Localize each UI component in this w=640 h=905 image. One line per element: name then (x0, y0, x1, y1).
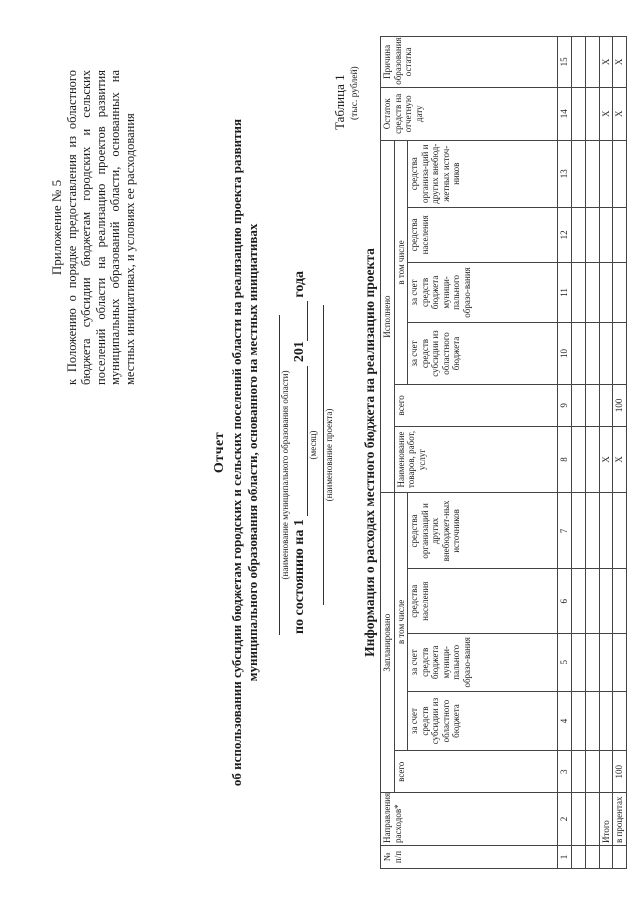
cell (613, 633, 627, 691)
month-blank (296, 366, 308, 516)
cell (571, 322, 585, 384)
x-mark: X (613, 426, 627, 493)
hdr-planned-including: в том числе (394, 493, 408, 751)
col-num: 14 (558, 87, 572, 140)
cell (585, 87, 599, 140)
expenses-table (380, 36, 627, 869)
cell (571, 691, 585, 751)
cell (571, 140, 585, 207)
table-row (585, 37, 599, 869)
cell (585, 426, 599, 493)
cell (599, 385, 613, 426)
x-mark: X (613, 87, 627, 140)
cell (599, 751, 613, 792)
report-state-line (292, 0, 308, 905)
annex-heading: Приложение № 5 (49, 179, 64, 276)
cell (585, 569, 599, 634)
x-mark: X (599, 87, 613, 140)
table-row (571, 37, 585, 869)
table-label: Таблица 1 (332, 74, 347, 130)
cell (585, 633, 599, 691)
cell (585, 207, 599, 262)
col-num: 12 (558, 207, 572, 262)
hdr-done-including: в том числе (394, 140, 408, 384)
cell (585, 691, 599, 751)
hdr-planned-subsidy: за счет средств субсидии из областного бюджета (408, 691, 558, 751)
percent-row (613, 37, 627, 869)
cell (571, 37, 585, 88)
cell (571, 426, 585, 493)
cell (571, 751, 585, 792)
percent-label: в процентах (613, 792, 627, 845)
cell (613, 691, 627, 751)
caption-month: (месяц) (308, 430, 318, 460)
state-year: 201 (292, 341, 307, 363)
col-num: 13 (558, 140, 572, 207)
cell (571, 792, 585, 845)
col-num: 8 (558, 426, 572, 493)
hdr-done-orgs: средства организа-ций и других внебюд-жетных источ-ников (408, 140, 558, 207)
info-title: Информация о расходах местного бюджета на реализацию проекта (362, 248, 377, 657)
cell (599, 493, 613, 569)
cell (585, 792, 599, 845)
cell (585, 493, 599, 569)
hdr-done: Исполнено (381, 140, 395, 493)
cell (571, 87, 585, 140)
cell (613, 207, 627, 262)
cell (571, 569, 585, 634)
cell (571, 385, 585, 426)
cell (613, 569, 627, 634)
cell (613, 262, 627, 322)
hdr-planned-orgs: средства организаций и других внебюджет-ных источников (408, 493, 558, 569)
cell (585, 322, 599, 384)
col-num: 11 (558, 262, 572, 322)
cell (599, 207, 613, 262)
total-row (599, 37, 613, 869)
x-mark: X (599, 426, 613, 493)
planned-percent: 100 (613, 751, 627, 792)
col-num: 7 (558, 493, 572, 569)
cell (599, 569, 613, 634)
cell (599, 845, 613, 868)
hdr-done-total: всего (394, 385, 558, 426)
x-mark: X (613, 37, 627, 88)
cell (585, 845, 599, 868)
hdr-no: № п/п (381, 845, 558, 868)
annex-block (50, 70, 137, 385)
hdr-planned-population: средства населения (408, 569, 558, 634)
cell (571, 845, 585, 868)
done-percent: 100 (613, 385, 627, 426)
column-numbers-row (558, 37, 572, 869)
col-num: 4 (558, 691, 572, 751)
cell (613, 845, 627, 868)
col-num: 2 (558, 792, 572, 845)
cell (599, 262, 613, 322)
col-num: 1 (558, 845, 572, 868)
cell (599, 691, 613, 751)
hdr-done-population: средства населения (408, 207, 558, 262)
col-num: 15 (558, 37, 572, 88)
report-title-line2: муниципального образования области, основанного на местных инициативах (245, 223, 260, 682)
cell (571, 493, 585, 569)
cell (571, 207, 585, 262)
col-num: 3 (558, 751, 572, 792)
cell (585, 751, 599, 792)
state-suffix: года (292, 270, 307, 298)
cell (585, 37, 599, 88)
hdr-planned: Запланировано (381, 493, 395, 793)
cell (613, 322, 627, 384)
col-num: 9 (558, 385, 572, 426)
total-label: Итого (599, 792, 613, 845)
cell (599, 633, 613, 691)
cell (571, 262, 585, 322)
hdr-goods: Наименование товаров, работ, услуг (394, 426, 558, 493)
cell (599, 322, 613, 384)
cell (585, 140, 599, 207)
annex-body: к Положению о порядке предоставления из областного бюджета субсидии бюджетам городских и сельских поселений области на реализацию проектов развития муниципальных образований области, основанных на местных инициативах, и условиях ее расходования (64, 70, 137, 385)
col-num: 5 (558, 633, 572, 691)
cell (613, 493, 627, 569)
state-prefix: по состоянию на 1 (292, 519, 307, 635)
units-label: (тыс. рублей) (350, 66, 360, 120)
hdr-done-municipal: за счет средств бюджета муници-пального образо-вания (408, 262, 558, 322)
hdr-planned-municipal: за счет средств бюджета муници-пального образо-вания (408, 633, 558, 691)
caption-project: (наименование проекта) (324, 408, 334, 502)
cell (613, 140, 627, 207)
cell (571, 633, 585, 691)
col-num: 6 (558, 569, 572, 634)
cell (585, 385, 599, 426)
cell (585, 262, 599, 322)
col-num: 10 (558, 322, 572, 384)
hdr-direction: Направления расходов* (381, 792, 558, 845)
cell (599, 140, 613, 207)
x-mark: X (599, 37, 613, 88)
hdr-remain: Остаток средств на отчетную дату (381, 87, 558, 140)
report-title-line1: об использовании субсидии бюджетам городских и сельских поселений области на реализацию проекта развития (229, 118, 244, 787)
caption-municipality: (наименование муниципального образования области) (280, 370, 290, 580)
hdr-done-subsidy: за счет средств субсидии из областного бюджета (408, 322, 558, 384)
hdr-reason: Причина образования остатка (381, 37, 558, 88)
hdr-planned-total: всего (394, 751, 558, 792)
report-word: Отчет (212, 431, 227, 474)
year-blank (296, 301, 308, 341)
